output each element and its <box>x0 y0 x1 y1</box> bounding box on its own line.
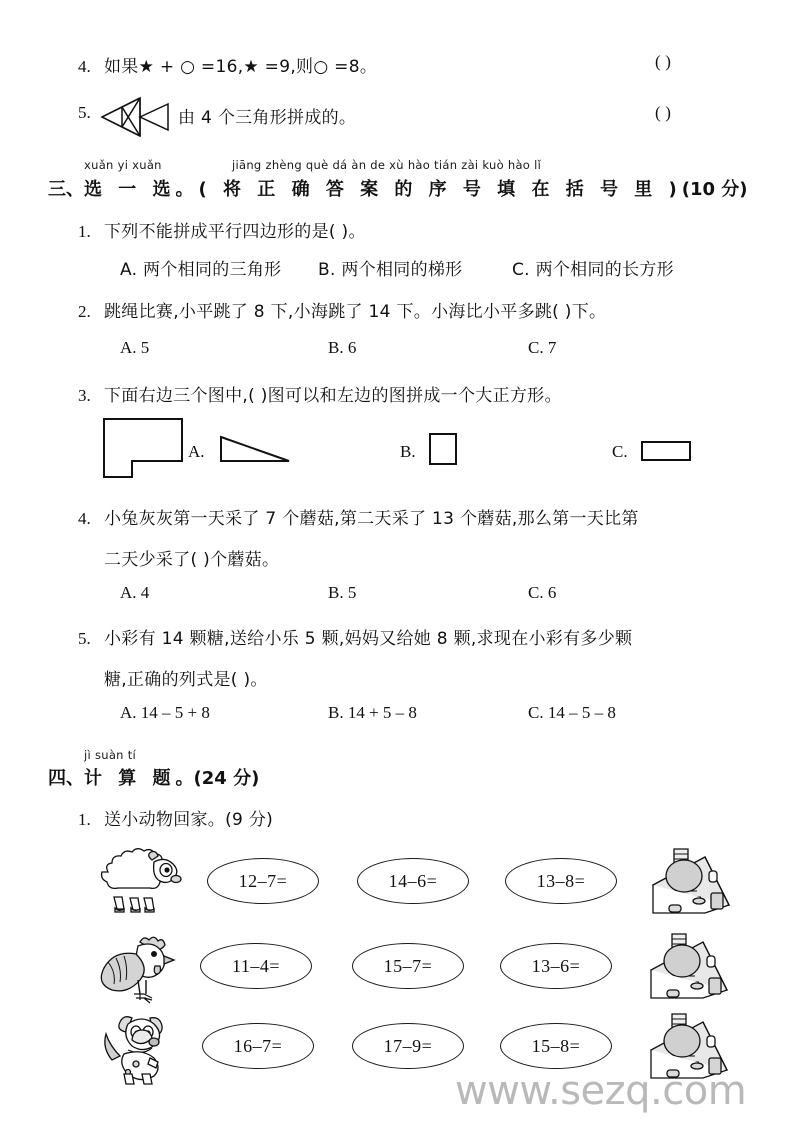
judge-question-4 <box>78 52 377 77</box>
q1-option-c[interactable]: C. 两个相同的长方形 <box>512 260 674 280</box>
house-illustration <box>647 843 733 919</box>
dog-illustration <box>98 1012 184 1086</box>
q4-option-b[interactable]: B. 5 <box>328 583 357 602</box>
section-three-title: 选 一 选 <box>84 179 176 200</box>
option-letter: C. <box>612 442 628 461</box>
section-three-desc: 。( 将 正 确 答 案 的 序 号 填 在 括 号 里 ) <box>175 179 682 200</box>
section-four-points: 。(24 分) <box>175 768 260 789</box>
question-number: 5. <box>78 629 91 648</box>
problem-text: 13–8= <box>536 870 586 891</box>
rooster-illustration <box>100 932 180 1004</box>
problem-text: 13–6= <box>531 955 581 976</box>
question-text: 由 4 个三角形拼成的。 <box>178 108 357 128</box>
choice-question-2 <box>78 297 606 322</box>
q5-option-b[interactable]: B. 14 + 5 – 8 <box>328 703 417 722</box>
four-triangle-composite-figure <box>100 96 172 138</box>
q2-options <box>120 338 556 358</box>
problem-ellipse[interactable] <box>207 858 319 904</box>
question-stem-line1: 小兔灰灰第一天采了 7 个蘑菇,第二天采了 13 个蘑菇,那么第一天比第 <box>104 509 639 529</box>
question-stem: 跳绳比赛,小平跳了 8 下,小海跳了 14 下。小海比小平多跳( )下。 <box>104 302 607 322</box>
question-number: 3. <box>78 386 91 405</box>
right-triangle-figure <box>218 434 292 464</box>
question-stem-line2: 糖,正确的列式是( )。 <box>104 670 268 690</box>
section-four-header <box>48 764 259 790</box>
bracket-text: ( ) <box>655 103 672 122</box>
problem-text: 12–7= <box>238 870 288 891</box>
option-letter: A. <box>188 442 205 461</box>
question-stem-line2: 二天少采了( )个蘑菇。 <box>104 550 280 570</box>
exercise-1-heading <box>78 805 273 830</box>
section-three-pinyin-title: xuǎn yi xuǎn <box>84 158 162 172</box>
question-number: 4. <box>78 509 91 528</box>
q5-option-c[interactable]: C. 14 – 5 – 8 <box>528 703 616 722</box>
section-three-header <box>48 175 748 201</box>
problem-text: 16–7= <box>233 1035 283 1056</box>
problem-text: 17–9= <box>383 1035 433 1056</box>
judge-4-answer-bracket[interactable] <box>655 52 671 72</box>
q2-option-b[interactable]: B. 6 <box>328 338 357 357</box>
section-four-index: 四、 <box>48 768 84 789</box>
question-number: 4. <box>78 57 91 76</box>
wide-rectangle-figure <box>640 440 692 462</box>
problem-text: 15–8= <box>531 1035 581 1056</box>
sheep-illustration <box>96 848 188 916</box>
q1-option-a[interactable]: A. 两个相同的三角形 <box>120 260 282 280</box>
bracket-text: ( ) <box>655 52 672 71</box>
option-letter: B. <box>400 442 416 461</box>
judge-5-answer-bracket[interactable] <box>655 103 671 123</box>
judge-5-text <box>178 103 356 128</box>
problem-ellipse[interactable] <box>200 943 312 989</box>
problem-ellipse[interactable] <box>357 858 469 904</box>
small-square-figure <box>428 432 458 466</box>
problem-text: 14–6= <box>388 870 438 891</box>
question-number: 2. <box>78 302 91 321</box>
question-number: 1. <box>78 222 91 241</box>
problem-ellipse[interactable] <box>202 1023 314 1069</box>
q2-option-c[interactable]: C. 7 <box>528 338 557 357</box>
house-illustration <box>645 928 731 1004</box>
problem-ellipse[interactable] <box>500 1023 612 1069</box>
q1-option-b[interactable]: B. 两个相同的梯形 <box>318 260 463 280</box>
choice-question-1 <box>78 217 366 242</box>
notched-square-figure <box>102 417 188 479</box>
choice-question-5 <box>78 624 632 649</box>
section-four-pinyin-title: jì suàn tí <box>84 748 137 762</box>
question-stem: 下面右边三个图中,( )图可以和左边的图拼成一个大正方形。 <box>104 386 562 406</box>
section-three-points: (10 分) <box>681 179 748 200</box>
q5-option-a[interactable]: A. 14 – 5 + 8 <box>120 703 210 722</box>
choice-question-5-line2 <box>104 665 268 690</box>
choice-question-3 <box>78 381 562 406</box>
q4-option-a[interactable]: A. 4 <box>120 583 150 602</box>
problem-ellipse[interactable] <box>505 858 617 904</box>
question-stem: 下列不能拼成平行四边形的是( )。 <box>104 222 366 242</box>
q4-option-c[interactable]: C. 6 <box>528 583 557 602</box>
problem-ellipse[interactable] <box>352 943 464 989</box>
site-watermark: www.sezq.com <box>455 1068 747 1114</box>
q3-option-b-label[interactable] <box>400 442 416 462</box>
choice-question-4-line2 <box>104 545 279 570</box>
exercise-number: 1. <box>78 810 91 829</box>
exercise-title: 送小动物回家。(9 分) <box>104 810 274 830</box>
question-text: 如果★ + ○ =16,★ =9,则○ =8。 <box>104 57 378 77</box>
question-number: 5. <box>78 103 91 122</box>
q1-options <box>120 255 674 280</box>
question-stem-line1: 小彩有 14 颗糖,送给小乐 5 颗,妈妈又给她 8 颗,求现在小彩有多少颗 <box>104 629 633 649</box>
section-four-title: 计 算 题 <box>84 768 176 789</box>
q3-option-c-label[interactable] <box>612 442 628 462</box>
section-three-pinyin-desc: jiāng zhèng què dá àn de xù hào tián zài kuò hào lǐ <box>232 158 542 172</box>
q3-option-a-label[interactable] <box>188 442 205 462</box>
q4-options <box>120 583 556 603</box>
problem-text: 15–7= <box>383 955 433 976</box>
q2-option-a[interactable]: A. 5 <box>120 338 150 357</box>
q5-options <box>120 703 616 723</box>
problem-ellipse[interactable] <box>500 943 612 989</box>
problem-ellipse[interactable] <box>352 1023 464 1069</box>
problem-text: 11–4= <box>232 955 280 976</box>
choice-question-4 <box>78 504 639 529</box>
section-three-index: 三、 <box>48 179 84 200</box>
